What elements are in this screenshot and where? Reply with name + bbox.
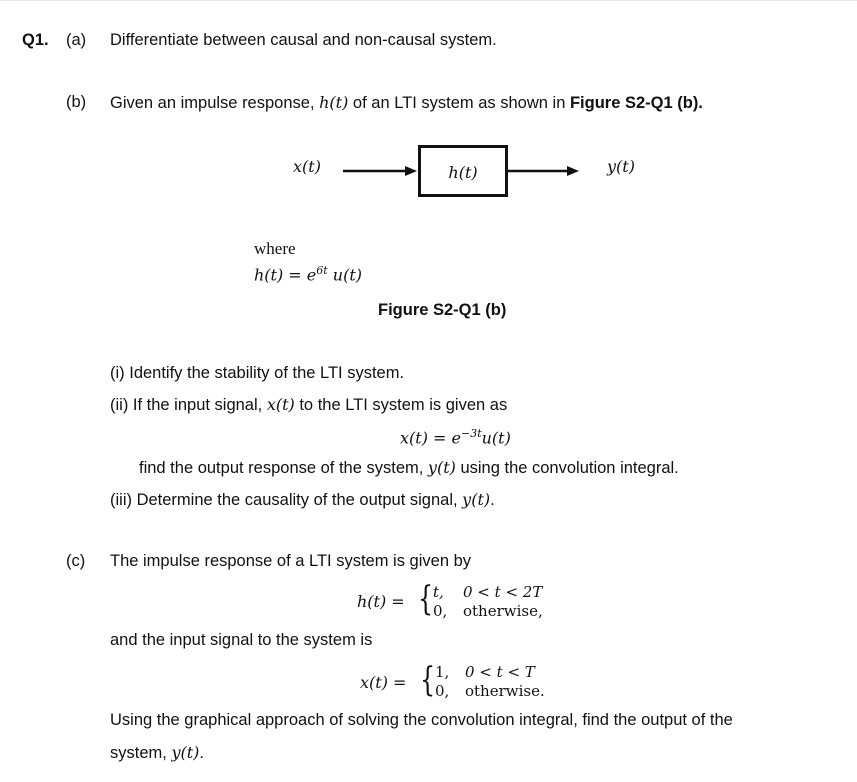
sub-iii-post: . bbox=[490, 491, 495, 509]
diagram-input-label: x(t) bbox=[293, 157, 321, 176]
h-def-lhs: h(t) = e bbox=[254, 265, 317, 285]
part-c-input-text: and the input signal to the system is bbox=[110, 631, 373, 649]
x-case-1-condition: 0 < t < T bbox=[465, 663, 535, 681]
question-number: Q1. bbox=[22, 31, 49, 49]
output-arrow-head bbox=[567, 166, 579, 176]
find-output-text bbox=[139, 458, 679, 478]
h-case-2 bbox=[433, 602, 543, 621]
h-case-2-value: 0, bbox=[433, 602, 448, 620]
part-b-intro-math: h(t) bbox=[319, 93, 349, 112]
h-piecewise-lhs: h(t) = bbox=[357, 592, 405, 611]
sub-ii-pre: (ii) If the input signal, bbox=[110, 396, 267, 414]
part-b-intro-post: of an LTI system as shown in bbox=[348, 94, 570, 112]
h-definition bbox=[254, 264, 362, 284]
sub-iii-pre: (iii) Determine the causality of the output signal, bbox=[110, 491, 463, 509]
final-line-2-pre: system, bbox=[110, 744, 172, 762]
part-b-label: (b) bbox=[66, 93, 87, 111]
part-b-figure-ref: Figure S2-Q1 (b). bbox=[569, 94, 703, 112]
part-a-label: (a) bbox=[66, 31, 87, 49]
system-block bbox=[418, 145, 508, 197]
x-piecewise-brace: { bbox=[420, 660, 436, 700]
x-def-lhs: x(t) = e bbox=[400, 428, 461, 448]
x-definition bbox=[400, 427, 511, 447]
sub-question-iii bbox=[110, 490, 495, 510]
part-b-intro-pre: Given an impulse response, bbox=[110, 94, 320, 112]
sub-question-ii bbox=[110, 395, 507, 415]
top-rule bbox=[0, 0, 857, 1]
x-piecewise-cases bbox=[435, 663, 545, 701]
find-post: using the convolution integral. bbox=[455, 459, 679, 477]
h-case-1 bbox=[433, 583, 543, 602]
part-c-final-line-2 bbox=[110, 743, 204, 763]
x-case-2-value: 0, bbox=[435, 682, 450, 700]
sub-ii-post: to the LTI system is given as bbox=[294, 396, 508, 414]
part-b-intro bbox=[110, 93, 703, 113]
h-case-2-condition: otherwise, bbox=[463, 602, 543, 620]
part-a-text: Differentiate between causal and non-causal system. bbox=[110, 31, 497, 49]
x-case-1-value: 1, bbox=[435, 663, 450, 681]
input-arrow-head bbox=[405, 166, 417, 176]
sub-question-i: (i) Identify the stability of the LTI system. bbox=[110, 364, 405, 382]
sub-ii-math: x(t) bbox=[266, 395, 295, 414]
system-block-label: h(t) bbox=[448, 163, 478, 182]
h-case-1-value: t, bbox=[433, 583, 444, 601]
h-piecewise-brace: { bbox=[418, 579, 434, 619]
figure-caption: Figure S2-Q1 (b) bbox=[378, 301, 507, 319]
where-label: where bbox=[254, 239, 296, 258]
x-case-2 bbox=[435, 682, 545, 701]
part-c-label: (c) bbox=[66, 552, 86, 570]
find-pre: find the output response of the system, bbox=[139, 459, 428, 477]
h-def-exponent: 6t bbox=[316, 264, 328, 277]
final-line-2-math: y(t) bbox=[171, 743, 200, 762]
x-case-2-condition: otherwise. bbox=[465, 682, 545, 700]
x-case-1 bbox=[435, 663, 545, 682]
h-def-rhs: u(t) bbox=[327, 265, 362, 285]
h-piecewise-cases bbox=[433, 583, 543, 621]
sub-iii-math: y(t) bbox=[462, 490, 491, 509]
x-def-exponent: −3t bbox=[460, 427, 482, 440]
h-case-1-condition: 0 < t < 2T bbox=[463, 583, 543, 601]
diagram-output-label: y(t) bbox=[607, 157, 635, 176]
find-math: y(t) bbox=[427, 458, 456, 477]
part-c-final-line-1: Using the graphical approach of solving the convolution integral, find the output of the bbox=[110, 711, 733, 729]
final-line-2-post: . bbox=[199, 744, 204, 762]
x-def-rhs: u(t) bbox=[481, 428, 511, 448]
part-c-intro: The impulse response of a LTI system is given by bbox=[110, 552, 472, 570]
x-piecewise-lhs: x(t) = bbox=[360, 673, 407, 692]
